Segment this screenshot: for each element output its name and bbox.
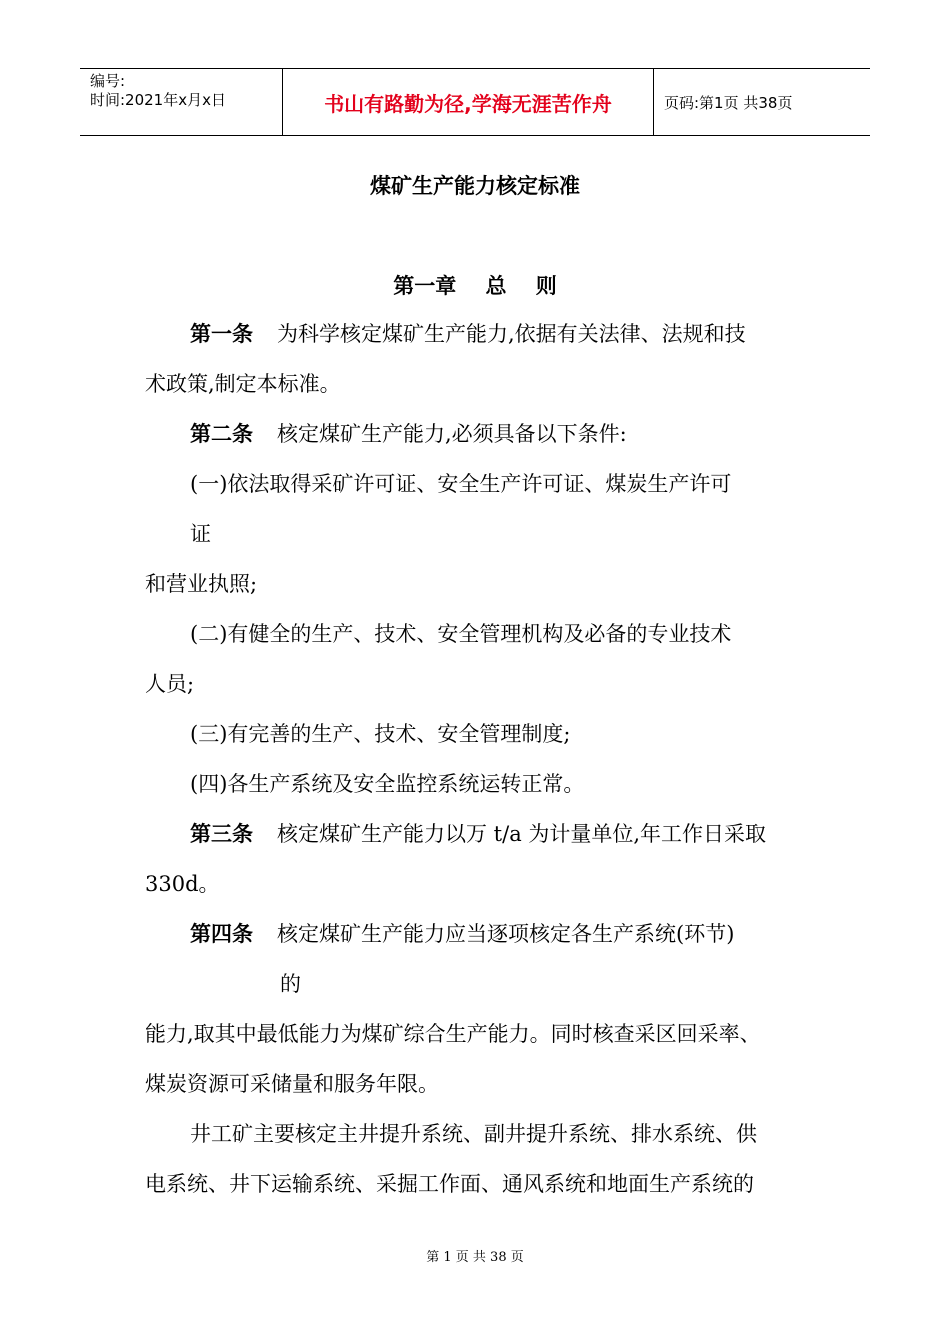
article-4-line-2: 的: [280, 972, 301, 996]
article-1-text: 为科学核定煤矿生产能力,依据有关法律、法规和技: [277, 322, 746, 346]
article-2-item-2-line-2: 人员;: [145, 672, 195, 696]
chapter-heading: 第一章 总 则: [393, 274, 557, 298]
article-2-label: 第二条: [190, 422, 253, 446]
document-number-label: 编号:: [90, 72, 126, 90]
article-4-line-4: 煤炭资源可采储量和服务年限。: [145, 1072, 439, 1096]
article-3-text: 核定煤矿生产能力以万 t/a 为计量单位,年工作日采取: [277, 822, 767, 846]
article-4-label: 第四条: [190, 922, 253, 946]
article-2-item-3: (三)有完善的生产、技术、安全管理制度;: [190, 722, 571, 746]
article-2-item-4: (四)各生产系统及安全监控系统运转正常。: [190, 772, 585, 796]
article-2-item-1-line-1: (一)依法取得采矿许可证、安全生产许可证、煤炭生产许可: [190, 472, 732, 496]
article-2-item-2-line-1: (二)有健全的生产、技术、安全管理机构及必备的专业技术: [190, 622, 732, 646]
article-1-line-1: [190, 320, 746, 348]
article-1-label: 第一条: [190, 322, 253, 346]
article-2-text: 核定煤矿生产能力,必须具备以下条件:: [277, 422, 627, 446]
header-page-code: 页码:第1页 共38页: [664, 93, 793, 112]
page-footer: 第 1 页 共 38 页: [426, 1250, 524, 1265]
page-header: [80, 68, 870, 136]
article-4-line-1: [190, 920, 734, 948]
article-2-item-1-line-2: 证: [190, 522, 211, 546]
header-info: [80, 69, 282, 135]
article-4-line-3: 能力,取其中最低能力为煤矿综合生产能力。同时核查采区回采率、: [145, 1022, 761, 1046]
article-3-line-1: [190, 820, 766, 848]
article-2-item-1-line-3: 和营业执照;: [145, 572, 258, 596]
article-2-line-1: [190, 420, 627, 448]
article-4-text: 核定煤矿生产能力应当逐项核定各生产系统(环节): [277, 922, 735, 946]
header-slogan: 书山有路勤为径,学海无涯苦作舟: [282, 69, 654, 135]
article-1-line-2: 术政策,制定本标准。: [145, 372, 341, 396]
article-3-line-2: 330d。: [145, 872, 220, 896]
paragraph-5-line-1: 井工矿主要核定主井提升系统、副井提升系统、排水系统、供: [190, 1122, 757, 1146]
document-title: 煤矿生产能力核定标准: [370, 174, 580, 198]
document-time-label: 时间:2021年x月x日: [90, 91, 226, 109]
article-3-label: 第三条: [190, 822, 253, 846]
paragraph-5-line-2: 电系统、井下运输系统、采掘工作面、通风系统和地面生产系统的: [145, 1172, 754, 1196]
